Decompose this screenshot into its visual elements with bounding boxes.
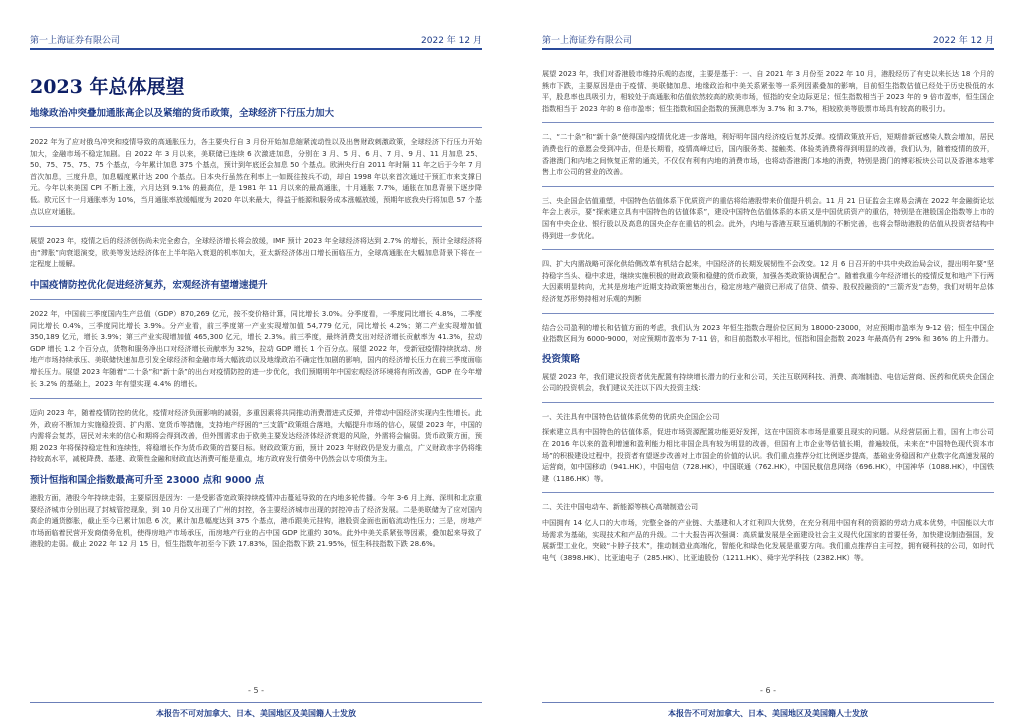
section-divider	[30, 226, 482, 227]
page-number: - 6 -	[760, 686, 776, 695]
page-right	[512, 0, 1024, 724]
paragraph: 展望 2023 年，疫情之后的经济创伤尚未完全愈合，全球经济增长将会放缓，IMF 预计 2023 年全球经济将达到 2.7% 的增长，预计全球经济将由“滞胀”向衰退演变，欧美等发达经济体在上半年陷入衰退的机率加大，亚太新经济体出口增长面临压力，全球高通胀在大幅加息背景下将在一定程度上缓解。	[30, 236, 482, 269]
paragraph: 中国拥有 14 亿人口的大市场，完整全备的产业链、大基建和人才红利四大优势，在充分利用中国有利的资源的劳动力成本优势，中国能以大市场需求为基础，实现技术和产品的升级。二十大报告再次强调：高质量发展是全面建设社会主义现代化国家的首要任务，加快建设制造强国，发展新型工业化，突破“卡脖子技术”，推动制造业高端化，智能化和绿色化发展是重要方向。我们重点推荐自主可控，拥有硬科技的公司，如时代电气（3898.HK）、比亚迪电子（285.HK）、比亚迪股份（1211.HK）、舜宇光学科技（2382.HK）等。	[542, 518, 994, 562]
section-heading: 地缘政治冲突叠加通胀高企以及紧缩的货币政策，全球经济下行压力加大	[30, 108, 335, 119]
section-divider	[542, 122, 994, 123]
footer-rule	[30, 702, 482, 703]
section-divider	[542, 492, 994, 493]
section-divider	[542, 186, 994, 187]
section-divider	[542, 402, 994, 403]
paragraph: 港股方面，港股今年持续走弱，主要原因是因为：一是受影香宽政策持续疫情冲击蔓延导致的在内地多轮传播。今年 3-6 月上海、深圳和北京重要经济城市分别出现了封城管控现象，到 10 月份又出现了广州的封控，各主要经济城市出现的封控冲击了经济发展。二是美联储为了应对国内高企的通货膨胀，截止至今已累计加息 6 次，累计加息幅度达到 375 个基点，港币跟美元挂钩，港股资金面也面临流动性压力；三是，房地产市场面临着民营开发商债务危机，使得房地产市场承压，而房地产行业的占中国 GDP 比重约 30%。此外中美关系紧张等因素，叠加起来导致了港股的走弱。截止 2022 年 12 月 15 日，恒生指数年初至今下跌 17.83%，国企指数下跌 21.95%，恒生科技指数下跌 28.6%。	[30, 493, 482, 549]
header-rule	[30, 48, 482, 50]
left-page-body	[30, 60, 482, 680]
page-number: - 5 -	[248, 686, 264, 695]
footer-disclaimer: 本报告不可对加拿大、日本、美国地区及美国籍人士发放	[668, 709, 868, 718]
paragraph: 展望 2023 年，我们建议投资者优先配置有持续增长潜力的行业和公司，关注互联网科技、消费、高端制造、电信运营商、医药和优质央企国企公司的投资机会，我们建议关注以下四大投资主线：	[542, 371, 994, 393]
paragraph: 四、扩大内需战略可深化供给侧改革有机结合起来，中国经济的长期发展韧性不会改变。12 月 6 日召开的中共中央政治局会议，提出明年要“坚持稳字当头、稳中求进，继续实施积极的财政政策和稳健的货币政策，加强各类政策协调配合”。随着我重今年经济增长的疫情反复和地产下行两大因素明显转向，尤其是房地产近期支持政策密集出台，稳定房地产融资已形成了信贷、债券、股权投融资的“三箭齐发”态势，我们对明年总体经济复苏形势持相对乐观的判断	[542, 259, 994, 303]
paragraph: 展望 2023 年，我们对香港股市维持乐观的态度，主要是基于：一、自 2021 年 3 月份至 2022 年 10 月，港股经历了有史以来长达 18 个月的熊市下跌，主要原因是由于疫情、美联储加息、地缘政治和中美关系紧张等一系列因素叠加的影响，目前恒生指数估值已经处于历史极低的水平，股息率也具吸引力，相较处于高通胀和估值依然较高的欧美市场，恒指的安全边际更足；恒生指数相当于 2023 年的 9 倍市盈率，恒生国企指数相当于 2023 年的 8 倍市盈率；恒生指数和国企指数的预测息率为 3.7% 和 3.7%，相较欧美等股票市场具有较高的吸引力。	[542, 69, 994, 113]
section-divider	[30, 127, 482, 128]
paragraph: 结合公司盈利的增长和估值方面的考虑，我们认为 2023 年恒生指数合理价位区间为 18000-23000，对应预期市盈率为 9-12 倍；恒生中国企业指数区间为 6000-9000，对应预期市盈率为 7-11 倍，和目前指数水平相比，恒指和国企指数 2023 年最高仍有 29% 和 36% 的上升潜力。	[542, 322, 994, 344]
section-divider	[542, 313, 994, 314]
paragraph: 二、“二十条”和“新十条”使得国内疫情优化进一步落地，利好明年国内经济疫后复苏反弹。疫情政策放开后，短期普新冠感染人数会增加，居民消费也行的意愿会受到冲击，但是长期看，疫情高峰过后，国内服务类、接触类、体验类消费将得到明显的改善，我们认为，随着疫情的放开，香港澳门和内地之间恢复正常的通关，不仅仅有利有内地的消费市场，也将动香港澳门本地的消费，特别是澳门的博彩板块公司以及香港本地零售上市公司的营业的改善。	[542, 132, 994, 177]
page-header	[542, 33, 994, 47]
header-rule	[542, 48, 994, 50]
page-title: 2023 年总体展望	[30, 76, 185, 98]
right-page-body	[542, 68, 994, 680]
company-name: 第一上海证券有限公司	[30, 36, 121, 46]
section-heading: 预计恒指和国企指数最高可升至 23000 点和 9000 点	[30, 475, 265, 487]
page-header	[30, 33, 482, 47]
report-date: 2022 年 12 月	[421, 36, 482, 46]
section-divider	[542, 249, 994, 250]
section-divider	[30, 398, 482, 399]
footer-disclaimer: 本报告不可对加拿大、日本、美国地区及美国籍人士发放	[156, 709, 356, 718]
company-name: 第一上海证券有限公司	[542, 36, 633, 46]
footer-rule	[542, 702, 994, 703]
subheading: 二、关注中国电动车、新能源等核心高端制造公司	[542, 502, 699, 512]
section-divider	[30, 299, 482, 300]
section-heading: 中国疫情防控优化促进经济复苏，宏观经济有望增速提升	[30, 279, 268, 291]
section-heading: 投资策略	[542, 353, 581, 365]
paragraph: 三、央企国企估值重塑，中国特色估值体系下优质资产的重估将给港股带来价值提升机会。11 月 21 日证监会主席易会满在 2022 年金融街论坛年会上表示，要“探索建立具有中国特色的估值体系”，建设中国特色估值体系的本质又是中国优质资产的重估，特别是在港股国企指数等上市的国有中央企业、银行股以及高息的国央企存在重估的机会。此外，内地与香港互联互通机制的不断完善，也将会帮助港股的估值从投资者结构中得到进一步优化。	[542, 195, 994, 240]
report-date: 2022 年 12 月	[933, 36, 994, 46]
paragraph: 迈向 2023 年，随着疫情防控的优化，疫情对经济负面影响的减弱，多重因素将共同推动消费潜进式反弹，并带动中国经济实现内生性增长。此外，政府不断加力实施稳投资、扩内需、宽货币等措施，支持地产纾困的“三支箭”政策组合落地，大幅提升市场的信心，展望 2023 年，中国的内需将会复苏，居民对未来的信心和期将会得到改善，但外围需求由于欧美主要发达经济体经济衰退的风险，外需将会偏弱。货币政策方面，预期 2023 年将保持稳定性和连续性，将稳增长作为货币政策的首要目标。财政政策方面，预计 2023 年财政仍是发力重点，广义财政赤字仍将维持较高水平，减税降费、基建、政策性金融和财政直达消费可能是重点，地方政府发行债务中仍然会以专项债为主。	[30, 408, 482, 464]
paragraph: 探索建立具有中国特色的估值体系，促进市场资源配置功能更好发挥，这在中国资本市场是重要且现实的问题。从经营层面上看，国有上市公司在 2016 年以来的盈利增速和盈利能力相比非国企具有较为明显的改善，但国有上市企业等估值长期，普遍较低，未来在“中国特色现代资本市场”的积极建设过程中，投资者有望逐步改善对上市国企的价值的认识。我们重点推荐分红比例逐步提高，基础业务稳固和产业数字化高速发展的运营商，如中国移动（941.HK），中国电信（728.HK），中国联通（762.HK），中国民航信息网络（696.HK），中国神华（1088.HK），中国铁建（1186.HK）等。	[542, 427, 994, 483]
subheading: 一、关注具有中国特色估值体系优势的优质央企国企公司	[542, 411, 720, 421]
paragraph: 2022 年，中国前三季度国内生产总值（GDP）870,269 亿元，按不变价格计算，同比增长 3.0%。分季度看，一季度同比增长 4.8%，二季度同比增长 0.4%，三季度同比增长 3.9%。分产业看，前三季度第一产业实现增加值 54,779 亿元，同比增长 4.2%；第二产业实现增加值 350,189 亿元，增长 3.9%；第三产业实现增加值 465,300 亿元，增长 2.3%。前三季度，最终消费支出对经济增长贡献率为 41.3%，拉动 GDP 增长 1.2 个百分点，货物和服务净出口对经济增长贡献率为 32%，拉动 GDP 增长 1 个百分点。展望 2022 年，受新冠疫情持续扰动、房地产市场持续承压、美联储快速加息引发全球经济和金融市场大幅波动以及地缘政治不确定性加剧的影响，国内的经济增长压力在前三季度面临增长压力。展望 2023 年随着“二十条”和“新十条”的出台对疫情防控的进一步优化，我们预期明年中国宏观经济环境将有所改善，GDP 在今年增长 3.2% 的基础上，2023 年有望实现 4.4% 的增长。	[30, 308, 482, 388]
paragraph: 2022 年为了应对俄乌冲突和疫情导致的高通胀压力，各主要央行自 3 月份开始加息缩紧流动性以及出售财政刺激政策，全球经济下行压力开始加大，金融市场不稳定加剧。自 2022 年 3 月以来，美联储已连续 6 次激进加息，分别在 3 月、5 月、6 月、7 月、9 月、11 月加息 25、50、75、75、75、75 个基点，今年累计加息 375 个基点，预计到年底还会加息 50 个基点。欧洲央行自 2011 年时隔 11 年之后于今年 7 月首次加息，三度升息，加息幅度累计达 200 个基点。日本央行虽然在利率上一如既往按兵不动，却自 1998 年以来首次通过干预汇市来支撑日元。今年以来美国 CPI 不断上涨，六月达到 9.1% 的最高位，是 1981 年 11 月以来的最高通胀，十月通胀 7.7%，通胀在加息背景下逐步降低。欧元区十一月通胀率为 10%，当月通胀率放缓幅度为 2020 年以来最大，得益于能源和服务成本涨幅放缓，预期年底我央行将加息 57 个基点以应对通胀。	[30, 137, 482, 216]
